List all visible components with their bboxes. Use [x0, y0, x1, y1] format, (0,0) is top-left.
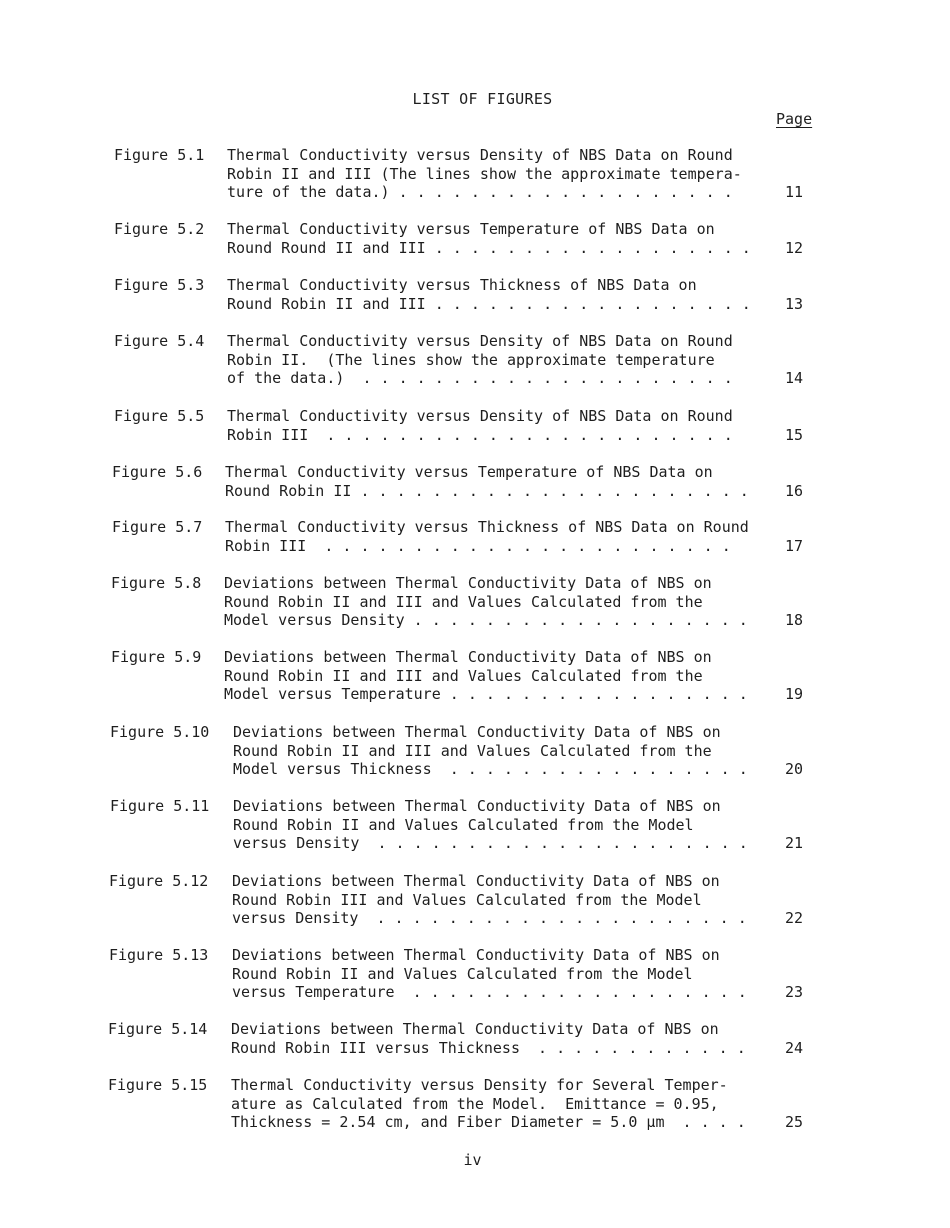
figure-caption: [224, 574, 764, 630]
caption-line: Deviations between Thermal Conductivity Data of NBS on: [233, 723, 721, 741]
caption-line: Deviations between Thermal Conductivity Data of NBS on: [232, 946, 720, 964]
page-title: LIST OF FIGURES: [412, 90, 553, 108]
figure-label: Figure 5.2: [114, 220, 205, 238]
figure-page-number: 16: [784, 481, 803, 500]
caption-line: Robin III . . . . . . . . . . . . . . . . . . . . . . .: [227, 425, 733, 444]
figure-label: Figure 5.5: [114, 407, 205, 425]
figure-caption: [227, 332, 767, 388]
figure-caption: [232, 946, 772, 1002]
caption-line: Thermal Conductivity versus Density of NBS Data on Round: [227, 146, 733, 164]
caption-line: Robin II. (The lines show the approximate temperature: [227, 350, 715, 369]
caption-line: Thermal Conductivity versus Density for Several Temper-: [231, 1076, 728, 1094]
caption-line: Robin III . . . . . . . . . . . . . . . . . . . . . . .: [225, 536, 731, 555]
caption-line: Thermal Conductivity versus Density of NBS Data on Round: [227, 332, 733, 350]
caption-line: Model versus Temperature . . . . . . . . . . . . . . . . .: [224, 685, 748, 704]
figure-page-number: 13: [784, 294, 803, 313]
caption-line: Model versus Density . . . . . . . . . . . . . . . . . . .: [224, 611, 748, 630]
figure-page-number: 12: [784, 238, 803, 257]
figure-label: Figure 5.9: [111, 648, 202, 666]
caption-line: Thermal Conductivity versus Thickness of NBS Data on: [227, 276, 697, 294]
figure-label: Figure 5.4: [114, 332, 205, 350]
figure-page-number: 24: [784, 1038, 803, 1057]
figure-caption: [233, 723, 773, 779]
caption-line: versus Temperature . . . . . . . . . . . . . . . . . . .: [232, 983, 747, 1002]
figure-caption: [232, 872, 772, 928]
caption-line: Thermal Conductivity versus Density of NBS Data on Round: [227, 407, 733, 425]
figure-caption: [227, 276, 767, 313]
figure-caption: [231, 1020, 771, 1057]
caption-line: Thickness = 2.54 cm, and Fiber Diameter = 5.0 μm . . . .: [231, 1113, 746, 1132]
figure-caption: [227, 146, 767, 202]
figure-caption: [227, 407, 767, 444]
figure-page-number: 22: [784, 909, 803, 928]
caption-line: Round Robin III and Values Calculated from the Model: [232, 890, 702, 909]
figure-label: Figure 5.1: [114, 146, 205, 164]
caption-line: versus Density . . . . . . . . . . . . . . . . . . . . .: [233, 834, 748, 853]
caption-line: Round Robin II and III . . . . . . . . . . . . . . . . . .: [227, 294, 751, 313]
figure-label: Figure 5.6: [112, 463, 203, 481]
caption-line: Thermal Conductivity versus Temperature of NBS Data on: [225, 463, 713, 481]
figure-page-number: 18: [784, 611, 803, 630]
figure-caption: [225, 463, 765, 500]
figure-label: Figure 5.3: [114, 276, 205, 294]
caption-line: Round Robin II and Values Calculated from the Model: [232, 964, 693, 983]
figure-page-number: 20: [784, 760, 803, 779]
caption-line: Round Robin II and III and Values Calculated from the: [233, 741, 712, 760]
figure-caption: [225, 518, 765, 555]
caption-line: versus Density . . . . . . . . . . . . . . . . . . . . .: [232, 909, 747, 928]
caption-line: Deviations between Thermal Conductivity Data of NBS on: [233, 797, 721, 815]
figure-caption: [231, 1076, 771, 1132]
page-column-label: Page: [776, 110, 813, 128]
figure-page-number: 23: [784, 983, 803, 1002]
figure-label: Figure 5.8: [111, 574, 202, 592]
figure-page-number: 25: [784, 1113, 803, 1132]
caption-line: Round Robin II and III and Values Calculated from the: [224, 592, 703, 611]
figure-label: Figure 5.10: [110, 723, 210, 741]
figure-page-number: 14: [784, 369, 803, 388]
caption-line: Deviations between Thermal Conductivity Data of NBS on: [224, 574, 712, 592]
caption-line: ature as Calculated from the Model. Emittance = 0.95,: [231, 1094, 719, 1113]
figure-label: Figure 5.7: [112, 518, 203, 536]
caption-line: Deviations between Thermal Conductivity Data of NBS on: [231, 1020, 719, 1038]
figure-caption: [224, 648, 764, 704]
caption-line: Robin II and III (The lines show the approximate tempera-: [227, 164, 742, 183]
caption-line: of the data.) . . . . . . . . . . . . . . . . . . . . .: [227, 369, 733, 388]
caption-line: Round Round II and III . . . . . . . . . . . . . . . . . .: [227, 238, 751, 257]
figure-page-number: 21: [784, 834, 803, 853]
caption-line: Deviations between Thermal Conductivity Data of NBS on: [232, 872, 720, 890]
page-number-folio: iv: [463, 1151, 482, 1169]
caption-line: Thermal Conductivity versus Temperature of NBS Data on: [227, 220, 715, 238]
figure-label: Figure 5.13: [109, 946, 209, 964]
caption-line: Model versus Thickness . . . . . . . . . . . . . . . . .: [233, 760, 748, 779]
caption-line: Round Robin III versus Thickness . . . . . . . . . . . .: [231, 1038, 746, 1057]
figure-page-number: 11: [784, 183, 803, 202]
figure-caption: [227, 220, 767, 257]
figure-page-number: 19: [784, 685, 803, 704]
caption-line: Thermal Conductivity versus Thickness of NBS Data on Round: [225, 518, 749, 536]
figure-label: Figure 5.12: [109, 872, 209, 890]
caption-line: Deviations between Thermal Conductivity Data of NBS on: [224, 648, 712, 666]
figure-label: Figure 5.15: [108, 1076, 208, 1094]
figure-label: Figure 5.14: [108, 1020, 208, 1038]
caption-line: Round Robin II . . . . . . . . . . . . . . . . . . . . . .: [225, 481, 749, 500]
caption-line: Round Robin II and Values Calculated from the Model: [233, 815, 694, 834]
caption-line: Round Robin II and III and Values Calculated from the: [224, 666, 703, 685]
caption-line: ture of the data.) . . . . . . . . . . . . . . . . . . .: [227, 183, 733, 202]
figure-caption: [233, 797, 773, 853]
figure-label: Figure 5.11: [110, 797, 210, 815]
figure-page-number: 17: [784, 536, 803, 555]
figure-page-number: 15: [784, 425, 803, 444]
